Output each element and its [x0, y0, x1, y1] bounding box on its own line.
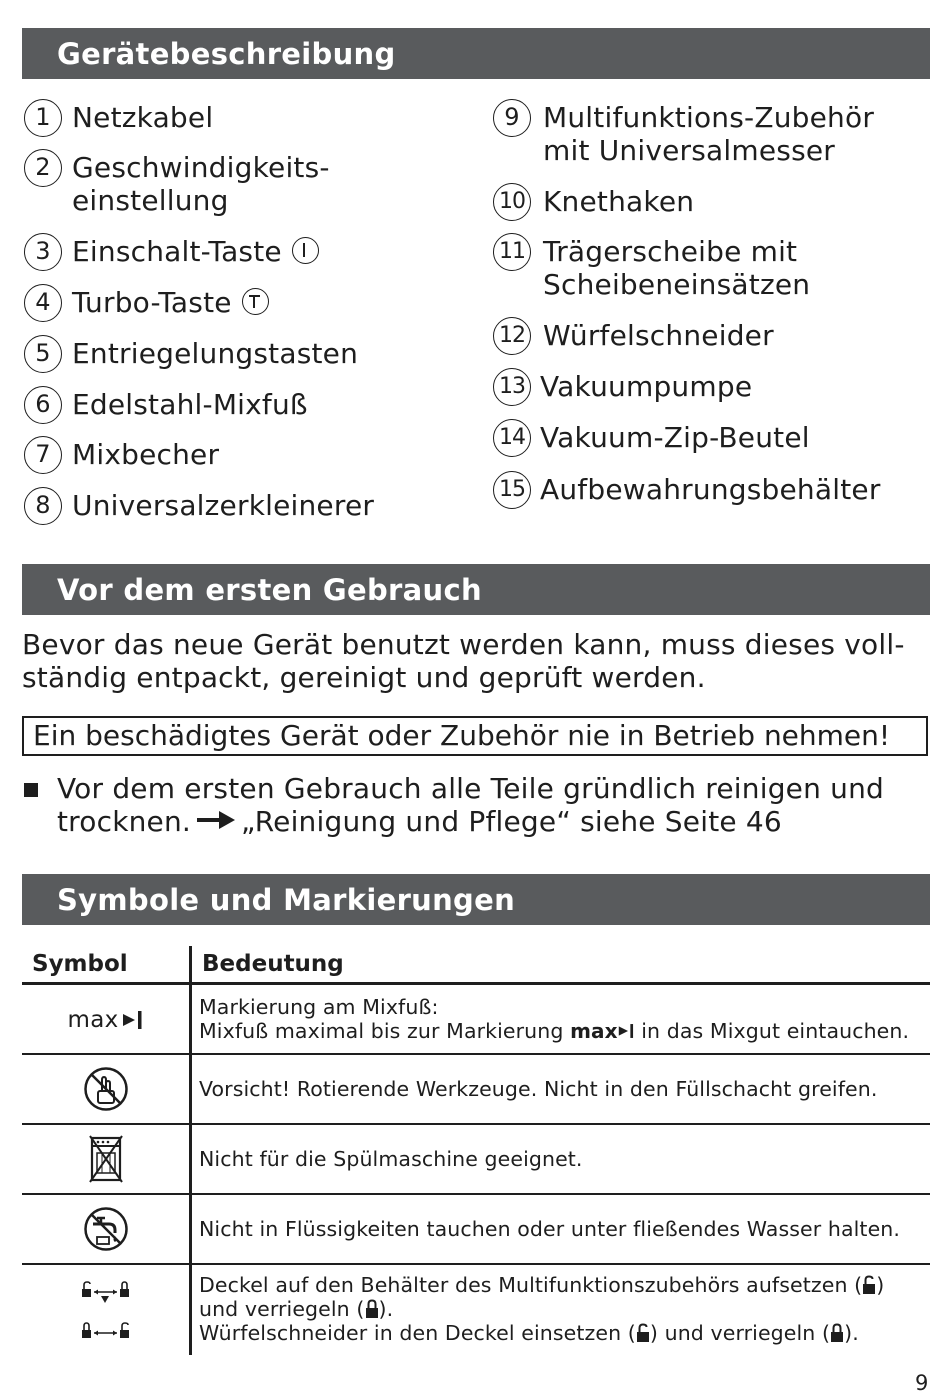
table-row-meaning: Vorsicht! Rotierende Werkzeuge. Nicht in den Füllschacht greifen.: [199, 1077, 878, 1101]
part-number: 12: [493, 317, 531, 355]
part-label: Würfelschneider: [543, 319, 774, 352]
meaning-text: Würfelschneider in den Deckel einsetzen (: [199, 1321, 636, 1345]
part-label-cont: mit Universalmesser: [543, 134, 836, 167]
part-number: 5: [24, 335, 62, 373]
part-label: Vakuumpumpe: [540, 370, 753, 403]
part-number: 15: [493, 471, 531, 509]
table-row-meaning: Markierung am Mixfuß:: [199, 995, 439, 1019]
intro-paragraph-line: Bevor das neue Gerät benutzt werden kann, muss dieses voll-: [22, 628, 905, 661]
section-header-description: [22, 28, 930, 79]
section-title: Vor dem ersten Gebrauch: [57, 573, 482, 607]
part-label: Turbo-Taste: [72, 286, 232, 319]
part-label-wrap: [72, 235, 319, 268]
meaning-text: ).: [844, 1321, 859, 1345]
warning-box: Ein beschädigtes Gerät oder Zubehör nie in Betrieb nehmen!: [22, 716, 928, 756]
table-column-divider: [189, 946, 192, 1355]
max-marking-icon: [618, 1022, 635, 1040]
max-marking-inline: max: [570, 1019, 618, 1043]
section-title: Symbole und Markierungen: [57, 883, 516, 917]
table-row-symbol: [22, 1125, 189, 1193]
part-number: 4: [24, 284, 62, 322]
rotating-tools-warning-icon: [83, 1066, 129, 1112]
meaning-text: in das Mixgut eintauchen.: [641, 1019, 910, 1043]
part-label: Vakuum-Zip-Beutel: [540, 421, 810, 454]
part-label: Aufbewahrungsbehälter: [540, 473, 881, 506]
meaning-text: Mixfuß maximal bis zur Markierung: [199, 1019, 564, 1043]
part-label: Universalzerkleinerer: [72, 489, 375, 522]
no-water-immersion-icon: [83, 1206, 129, 1252]
table-header-symbol: Symbol: [32, 951, 128, 977]
arrow-right-icon: [197, 811, 235, 829]
table-row-meaning-line2: [199, 1297, 393, 1321]
meaning-text: ) und verriegeln (: [649, 1321, 831, 1345]
table-row-meaning-line3: [199, 1321, 859, 1345]
bullet-text-line-2: [57, 805, 782, 838]
not-dishwasher-safe-icon: [89, 1135, 123, 1183]
table-row-symbol: [22, 1195, 189, 1263]
meaning-text: ).: [378, 1297, 394, 1321]
part-label: Trägerscheibe mit: [543, 235, 798, 268]
part-label: Knethaken: [543, 185, 695, 218]
section-header-symbols: [22, 874, 930, 925]
table-row-symbol: [22, 1265, 189, 1355]
table-header-rule: [22, 982, 930, 985]
section-title: Gerätebeschreibung: [57, 37, 396, 71]
part-number: 10: [493, 183, 531, 221]
part-label: Netzkabel: [72, 101, 214, 134]
part-label: Multifunktions-Zubehör: [543, 101, 875, 134]
part-label: Einschalt-Taste: [72, 235, 282, 268]
unlock-icon: [636, 1323, 650, 1343]
lock-icon: [830, 1323, 844, 1343]
part-label: Entriegelungstasten: [72, 337, 359, 370]
part-label-cont: Scheibeneinsätzen: [543, 268, 811, 301]
lock-to-unlock-icon: [80, 1321, 132, 1341]
part-label-wrap: [72, 286, 269, 319]
part-number: 13: [493, 368, 531, 406]
section-header-first-use: [22, 564, 930, 615]
bullet-square-icon: [24, 783, 38, 797]
part-number: 2: [24, 149, 62, 187]
table-header-meaning: Bedeutung: [202, 951, 344, 977]
table-row-meaning: Nicht in Flüssigkeiten tauchen oder unter fließendes Wasser halten.: [199, 1217, 900, 1241]
part-number: 8: [24, 487, 62, 525]
cross-reference-link[interactable]: „Reinigung und Pflege“ siehe Seite 46: [241, 805, 782, 838]
max-marking-label: max: [67, 1006, 119, 1033]
table-row-meaning-line1: [199, 1273, 884, 1297]
part-number: 9: [493, 99, 531, 137]
intro-paragraph-line: ständig entpackt, gereinigt und geprüft werden.: [22, 661, 706, 694]
part-number: 14: [493, 419, 531, 457]
bullet-text-part: trocknen.: [57, 805, 192, 838]
table-row-meaning-line2: [199, 1019, 909, 1043]
max-marking-icon: [122, 1009, 144, 1031]
table-row-symbol: [22, 986, 189, 1053]
part-label-cont: einstellung: [72, 184, 229, 217]
meaning-text: und verriegeln (: [199, 1297, 365, 1321]
bullet-text-line: Vor dem ersten Gebrauch alle Teile gründlich reinigen und: [57, 772, 885, 805]
part-label: Mixbecher: [72, 438, 220, 471]
page-number: 9: [915, 1371, 929, 1395]
part-number: 1: [24, 99, 62, 137]
unlock-to-lock-icon: [80, 1279, 132, 1305]
turbo-symbol-icon: [242, 288, 269, 315]
part-label: Geschwindigkeits-: [72, 151, 330, 184]
lock-icon: [365, 1299, 379, 1319]
unlock-icon: [862, 1275, 876, 1295]
power-symbol-icon: [292, 237, 319, 264]
table-row-symbol: [22, 1055, 189, 1123]
part-label: Edelstahl-Mixfuß: [72, 388, 308, 421]
part-number: 3: [24, 233, 62, 271]
table-row-meaning: Nicht für die Spülmaschine geeignet.: [199, 1147, 583, 1171]
part-number: 11: [493, 233, 531, 271]
part-number: 6: [24, 386, 62, 424]
part-number: 7: [24, 436, 62, 474]
meaning-text: ): [876, 1273, 885, 1297]
meaning-text: Deckel auf den Behälter des Multifunktionszubehörs aufsetzen (: [199, 1273, 863, 1297]
